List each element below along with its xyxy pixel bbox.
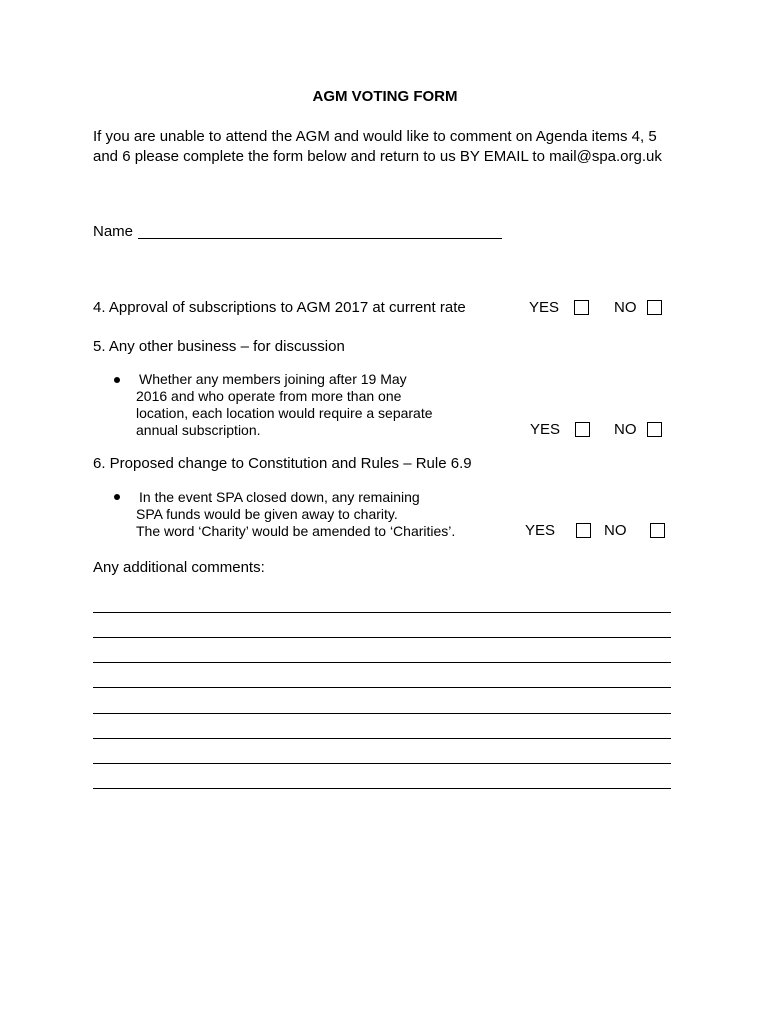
- intro-text: If you are unable to attend the AGM and would like to comment on Agenda items 4, 5 and 6 please complete the form below and return to us BY EMAIL to mail@spa.org.uk: [93, 128, 662, 165]
- name-label: Name: [93, 223, 134, 240]
- comments-label: Any additional comments:: [93, 559, 265, 576]
- item-5-bullet-line: location, each location would require a separate: [136, 405, 433, 421]
- item-4-text: 4. Approval of subscriptions to AGM 2017 at current rate: [93, 299, 466, 316]
- item-6-no-label: NO: [604, 522, 627, 539]
- comment-line-4[interactable]: [93, 687, 671, 688]
- item-4-no-label: NO: [614, 299, 637, 316]
- name-field[interactable]: [138, 238, 502, 239]
- item-5-yes-label: YES: [530, 421, 561, 438]
- item-6-yes-checkbox[interactable]: [576, 523, 591, 538]
- comment-line-6[interactable]: [93, 738, 671, 739]
- item-5-yes-checkbox[interactable]: [575, 422, 590, 437]
- item-6-bullet-line: In the event SPA closed down, any remaining: [139, 489, 420, 505]
- comment-line-8[interactable]: [93, 788, 671, 789]
- item-5-bullet-line: 2016 and who operate from more than one: [136, 388, 402, 404]
- item-6-bullet-line: SPA funds would be given away to charity.: [136, 506, 398, 522]
- item-4-no-checkbox[interactable]: [647, 300, 662, 315]
- comment-line-2[interactable]: [93, 637, 671, 638]
- item-5-no-label: NO: [614, 421, 637, 438]
- item-6-bullet-line: The word ‘Charity’ would be amended to ‘Charities’.: [136, 523, 456, 539]
- item-5-bullet-dot: [114, 377, 120, 383]
- comment-line-3[interactable]: [93, 662, 671, 663]
- item-6-bullet-text: [136, 489, 516, 540]
- item-5-text: 5. Any other business – for discussion: [93, 338, 345, 355]
- item-6-no-checkbox[interactable]: [650, 523, 665, 538]
- form-title: AGM VOTING FORM: [312, 88, 458, 105]
- item-5-no-checkbox[interactable]: [647, 422, 662, 437]
- comment-line-1[interactable]: [93, 612, 671, 613]
- item-6-yes-label: YES: [525, 522, 556, 539]
- item-4-yes-checkbox[interactable]: [574, 300, 589, 315]
- comment-line-7[interactable]: [93, 763, 671, 764]
- item-6-bullet-dot: [114, 494, 120, 500]
- item-5-bullet-line: Whether any members joining after 19 May: [139, 371, 407, 387]
- item-4-yes-label: YES: [529, 299, 560, 316]
- item-6-text: 6. Proposed change to Constitution and Rules – Rule 6.9: [93, 455, 472, 472]
- comment-line-5[interactable]: [93, 713, 671, 714]
- item-5-bullet-line: annual subscription.: [136, 422, 261, 438]
- item-5-bullet-text: [136, 371, 496, 439]
